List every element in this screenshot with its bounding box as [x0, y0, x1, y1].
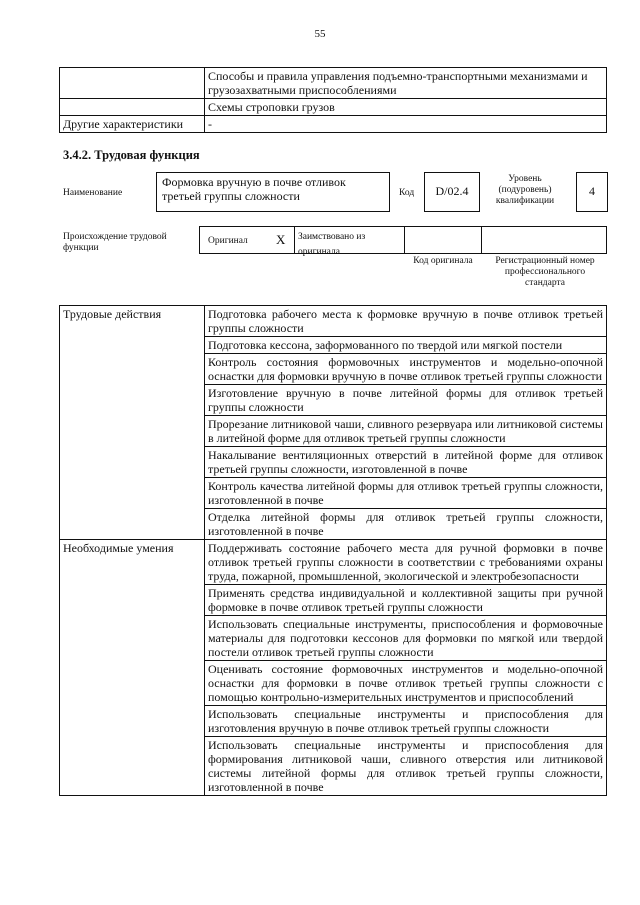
table-cell	[60, 68, 205, 99]
level-box: 4	[576, 172, 608, 212]
reg-number-cell	[481, 226, 607, 254]
skill: Применять средства индивидуальной и коллективной защиты при ручной формовке в почве отливок третьей группы сложности	[205, 585, 607, 616]
labor-actions-label: Трудовые действия	[60, 306, 205, 540]
code-label: Код	[399, 188, 415, 198]
table-row	[60, 116, 607, 133]
table-row	[60, 99, 607, 116]
function-name-box: Формовка вручную в почве отливок третьей группы сложности	[156, 172, 390, 212]
original-code-cell	[404, 226, 482, 254]
original-label: Оригинал	[208, 236, 248, 246]
skill: Использовать специальные инструменты и приспособления для формирования литниковой чаши, сливного отверстия или литниковой системы литейной формы для отливок третьей группы сложности, изготовленной в почве	[205, 737, 607, 796]
labor-action: Изготовление вручную в почве литейной формы для отливок третьей группы сложности	[205, 385, 607, 416]
origin-row	[199, 226, 607, 257]
skill: Использовать специальные инструменты, приспособления и формовочные материалы для подготовки кессонов для формовки по мягкой или твердой постели отливок третьей группы сложности	[205, 616, 607, 661]
origin-label: Происхождение трудовой функции	[63, 232, 167, 253]
labor-action: Подготовка кессона, заформованного по твердой или мягкой постели	[205, 337, 607, 354]
main-table	[59, 305, 607, 796]
labor-action: Подготовка рабочего места к формовке вручную в почве отливок третьей группы сложности	[205, 306, 607, 337]
original-cell	[199, 226, 295, 254]
skill: Использовать специальные инструменты и приспособления для изготовления вручную в почве отливок третьей группы сложности	[205, 706, 607, 737]
table-row	[60, 68, 607, 99]
labor-action: Прорезание литниковой чаши, сливного резервуара или литниковой системы в литейной форме для отливок третьей группы сложности	[205, 416, 607, 447]
code-caption: Код оригинала	[413, 256, 473, 266]
labor-action: Отделка литейной формы для отливок третьей группы сложности, изготовленной в почве	[205, 509, 607, 540]
skill: Поддерживать состояние рабочего места для ручной формовки в почве отливок третьей группы сложности в соответствии с требованиями охраны труда, пожарной, промышленной, экологической и электробезопасности	[205, 540, 607, 585]
code-box: D/02.4	[424, 172, 480, 212]
table-cell: -	[205, 116, 607, 133]
table-row	[60, 306, 607, 337]
original-mark: X	[276, 232, 286, 247]
table-cell	[60, 99, 205, 116]
name-label: Наименование	[63, 188, 123, 198]
reg-caption: Регистрационный номер профессионального стандарта	[495, 256, 595, 288]
table-cell: Способы и правила управления подъемно-транспортными механизмами и грузозахватными приспособлениями	[205, 68, 607, 99]
labor-action: Контроль качества литейной формы для отливок третьей группы сложности, изготовленной в почве	[205, 478, 607, 509]
table-cell: Схемы строповки грузов	[205, 99, 607, 116]
page-number: 55	[314, 28, 326, 40]
labor-action: Накалывание вентиляционных отверстий в литейной форме для отливок третьей группы сложности, изготовленной в почве	[205, 447, 607, 478]
table-cell: Другие характеристики	[60, 116, 205, 133]
borrowed-cell	[294, 226, 405, 257]
level-label: Уровень (подуровень) квалификации	[495, 174, 555, 206]
labor-action: Контроль состояния формовочных инструментов и модельно-опочной оснастки для формовки вручную в почве отливок третьей группы сложности	[205, 354, 607, 385]
section-title: 3.4.2. Трудовая функция	[63, 148, 200, 162]
skills-label: Необходимые умения	[60, 540, 205, 796]
table-row	[60, 540, 607, 585]
top-table	[59, 67, 607, 133]
borrowed-label: Заимствовано из оригинала	[298, 232, 366, 257]
skill: Оценивать состояние формовочных инструментов и модельно-опочной оснастки для формовки в почве отливок третьей группы сложности с помощью контрольно-измерительных инструментов и приспособлений	[205, 661, 607, 706]
